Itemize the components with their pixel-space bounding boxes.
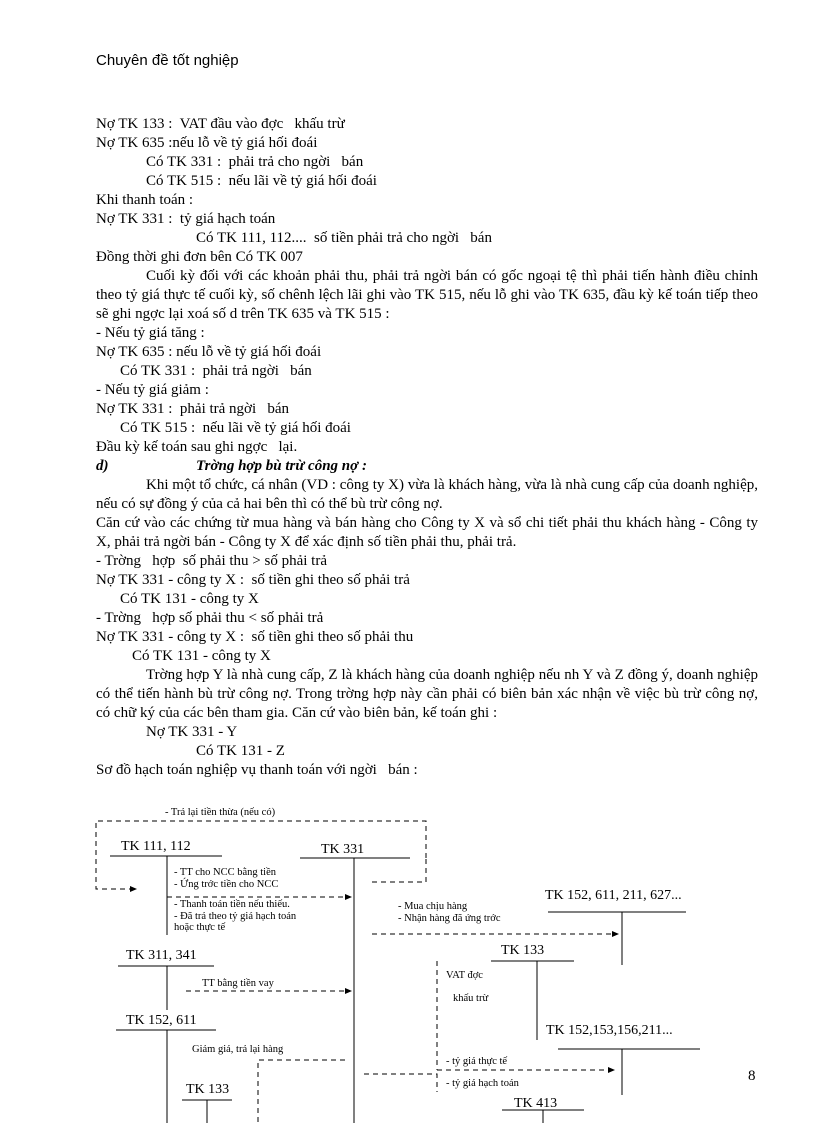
section-label: d) [96,458,109,474]
rate-link [364,1074,437,1092]
text-line: Có TK 331 : phải trả ngời bán [120,363,312,379]
text-line: - Trờng hợp số phải thu < số phải trả [96,610,324,626]
advance-label: - Ứng trớc tiền cho NCC [174,879,279,890]
tt-ncc-label: - TT cho NCC bằng tiền [174,867,276,878]
tk331-label: TK 331 [321,842,365,857]
actual-rate-label: - tỷ giá thực tế [446,1056,508,1067]
text-line: Có TK 515 : nếu lãi về tỷ giá hối đoái [146,173,377,189]
text-line: - Trờng hợp số phải thu > số phải trả [96,553,327,569]
deductible-label: khấu trừ [453,993,489,1004]
arrowhead [612,931,619,937]
arrowhead [345,988,352,994]
text-line: Nợ TK 635 : nếu lỗ về tỷ giá hối đoái [96,344,322,360]
tk413-label: TK 413 [514,1096,558,1111]
credit-purchase-label: - Mua chịu hàng [398,901,468,912]
shortfall-label: - Thanh toán tiền nếu thiếu. [174,899,290,910]
paragraph: Khi một tổ chức, cá nhân (VD : công ty X) vừa là khách hàng, vừa là nhà cung cấp của doanh nghiệp, nếu có sự đồng ý của cả hai bên thì có thể bù trừ công nợ. [96,477,758,512]
tk111-label: TK 111, 112 [121,839,191,854]
text-line: Có TK 131 - Z [196,743,285,759]
credit-purchase-link [372,858,426,882]
text-line: Đầu kỳ kế toán sau ghi ngợc lại. [96,439,298,455]
text-line: Có TK 131 - công ty X [132,648,271,664]
text-line: Khi thanh toán : [96,192,194,208]
page-number: 8 [748,1068,756,1084]
text-line: Nợ TK 133 : VAT đầu vào đợc khấu trừ [96,116,345,132]
tk152-627-label: TK 152, 611, 211, 627... [545,888,682,903]
arrowhead [345,894,352,900]
received-goods-label: - Nhận hàng đã ứng trớc [398,913,501,924]
text-line: Có TK 515 : nếu lãi về tỷ giá hối đoái [120,420,351,436]
text-line: Có TK 111, 112.... số tiền phải trả cho ngời bán [196,230,492,246]
text-line: Nợ TK 331 - công ty X : số tiền ghi theo số phải trả [96,572,410,588]
page-header: Chuyên đề tốt nghiệp [96,52,239,69]
actual-label: hoặc thực tế [174,922,226,933]
text-line: Có TK 331 : phải trả cho ngời bán [146,154,364,170]
paragraph: Cuối kỳ đối với các khoản phải thu, phải trả ngời bán có gốc ngoại tệ thì phải tiến hành điều chỉnh theo tỷ giá thực tế cuối kỳ, số chênh lệch lãi ghi vào TK 515, nếu lỗ ghi vào TK 635, đầu kỳ kế toán tiếp theo sẽ ghi ngợc lại xoá số d trên TK 635 và TK 515 : [96,268,758,322]
paragraph: Căn cứ vào các chứng từ mua hàng và bán hàng cho Công ty X và sổ chi tiết phải thu khách hàng - Công ty X, phải trả ngời bán - Công ty X để xác định số tiền phải thu, phải trả. [96,515,758,550]
price-reduction-arrow [258,1060,345,1123]
text-line: Đồng thời ghi đơn bên Có TK 007 [96,249,303,265]
text-line: Nợ TK 331 - Y [146,724,238,740]
price-reduction-label: Giảm giá, trả lại hàng [192,1044,284,1055]
arrowhead [608,1067,615,1073]
tk133a-label: TK 133 [186,1082,230,1097]
loan-payment-label: TT bằng tiền vay [202,978,274,989]
return-money-label: - Trả lại tiền thừa (nếu có) [165,807,276,818]
book-rate-label: - tỷ giá hạch toán [446,1078,519,1089]
vat-label: VAT đợc [446,970,483,981]
paragraph: Trờng hợp Y là nhà cung cấp, Z là khách hàng của doanh nghiệp nếu nh Y và Z đồng ý, doanh nghiệp có thể tiến hành bù trừ công nợ. Trong trờng hợp này cần phải có biên bản xác nhận về việc bù trừ công nợ, có chữ ký của các bên tham gia. Căn cứ vào biên bản, kế toán ghi : [96,667,758,721]
tk152a-label: TK 152, 611 [126,1013,197,1028]
tk152-211-label: TK 152,153,156,211... [546,1023,673,1038]
text-line: - Nếu tỷ giá tăng : [96,325,205,341]
text-line: Nợ TK 635 :nếu lỗ về tỷ giá hối đoái [96,135,318,151]
text-line: Có TK 131 - công ty X [120,591,259,607]
text-line: Nợ TK 331 : tỷ giá hạch toán [96,211,276,227]
section-title: Trờng hợp bù trừ công nợ : [196,458,367,474]
text-line: - Nếu tỷ giá giảm : [96,382,209,398]
tk133b-label: TK 133 [501,943,545,958]
text-line: Nợ TK 331 - công ty X : số tiền ghi theo số phải thu [96,629,414,645]
tk311-label: TK 311, 341 [126,948,197,963]
text-line: Sơ đồ hạch toán nghiệp vụ thanh toán với ngời bán : [96,762,418,778]
text-line: Nợ TK 331 : phải trả ngời bán [96,401,290,417]
arrowhead [130,886,137,892]
paid-rate-label: - Đã trả theo tỷ giá hạch toán [174,911,297,922]
